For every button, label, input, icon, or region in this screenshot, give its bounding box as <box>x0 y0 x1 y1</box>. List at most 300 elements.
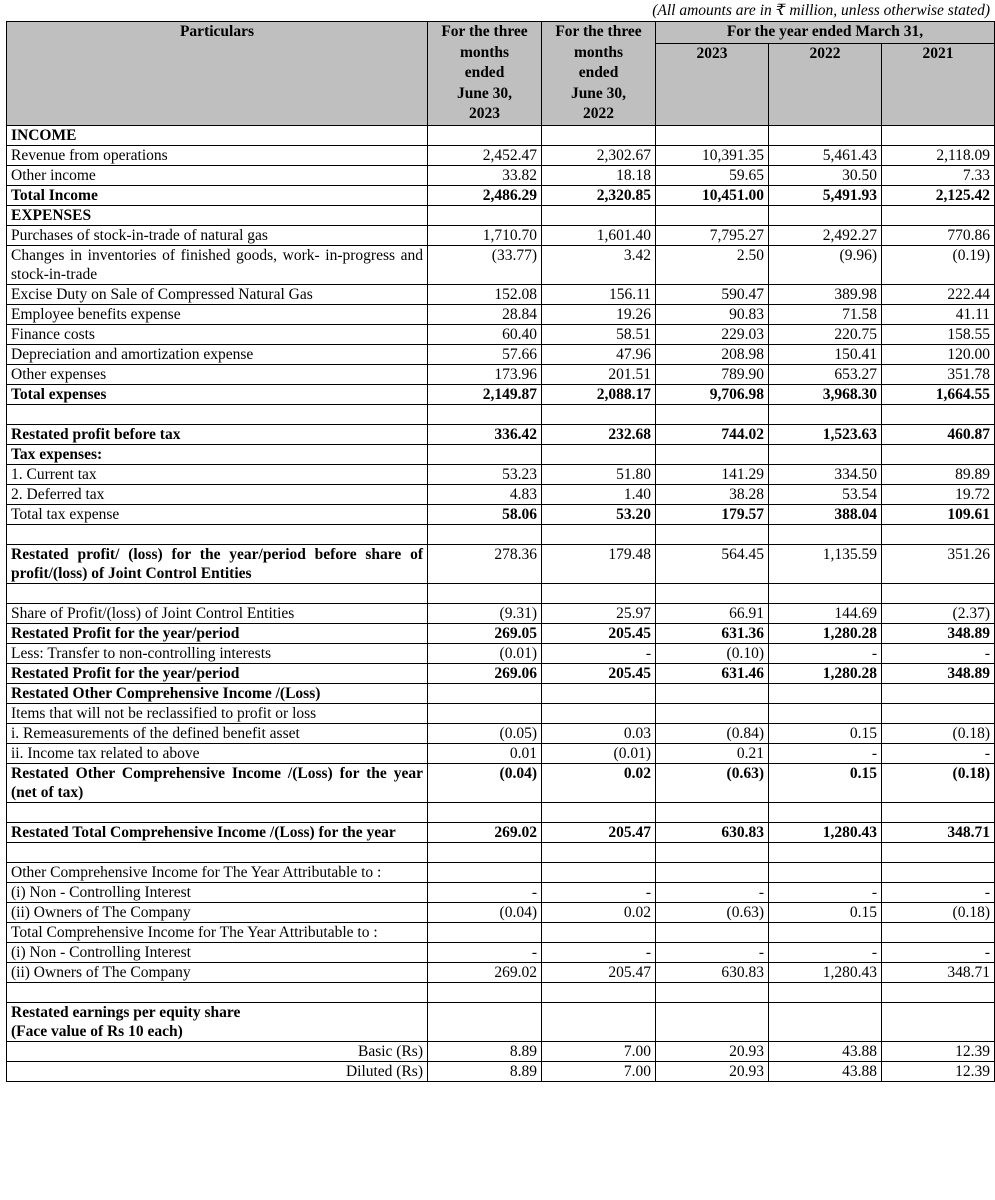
row-value: 2.50 <box>656 245 769 284</box>
row-value: 158.55 <box>882 324 995 344</box>
row-value <box>882 444 995 464</box>
row-value: 631.36 <box>656 623 769 643</box>
row-value <box>769 205 882 225</box>
table-row <box>7 1002 995 1041</box>
row-value: (0.01) <box>428 643 542 663</box>
row-value: 12.39 <box>882 1041 995 1061</box>
row-value: 205.45 <box>542 623 656 643</box>
row-value: 60.40 <box>428 324 542 344</box>
row-label: Restated Total Comprehensive Income /(Loss) for the year <box>7 822 428 842</box>
row-label: 2. Deferred tax <box>7 484 428 504</box>
row-value <box>769 703 882 723</box>
row-value: 1,664.55 <box>882 384 995 404</box>
header-q-2023-l3: ended <box>464 64 505 81</box>
row-value: 53.54 <box>769 484 882 504</box>
row-label: Other income <box>7 165 428 185</box>
row-value <box>769 862 882 882</box>
row-label: Basic (Rs) <box>7 1041 428 1061</box>
row-value: 1.40 <box>542 484 656 504</box>
row-label: Total expenses <box>7 384 428 404</box>
row-value: 19.72 <box>882 484 995 504</box>
row-value: 0.01 <box>428 743 542 763</box>
row-value: 0.02 <box>542 763 656 802</box>
row-label: Other expenses <box>7 364 428 384</box>
row-value <box>656 922 769 942</box>
row-label: Tax expenses: <box>7 444 428 464</box>
row-value <box>882 205 995 225</box>
table-row <box>7 1061 995 1081</box>
table-row <box>7 603 995 623</box>
row-value: 41.11 <box>882 304 995 324</box>
row-value <box>656 205 769 225</box>
row-value: 1,601.40 <box>542 225 656 245</box>
row-value: 53.23 <box>428 464 542 484</box>
row-value: 57.66 <box>428 344 542 364</box>
row-value: - <box>882 643 995 663</box>
row-value: 631.46 <box>656 663 769 683</box>
row-value: 348.89 <box>882 623 995 643</box>
row-label: Excise Duty on Sale of Compressed Natural Gas <box>7 284 428 304</box>
row-value: 278.36 <box>428 544 542 583</box>
header-year-2023: 2023 <box>656 43 769 125</box>
row-value: 0.03 <box>542 723 656 743</box>
row-value: 18.18 <box>542 165 656 185</box>
blank-cell <box>542 583 656 603</box>
row-value: (33.77) <box>428 245 542 284</box>
row-value: 1,523.63 <box>769 424 882 444</box>
table-row <box>7 145 995 165</box>
table-row <box>7 743 995 763</box>
header-q-2022-l2: months <box>573 43 624 61</box>
row-value <box>882 1002 995 1041</box>
row-value: 120.00 <box>882 344 995 364</box>
blank-cell <box>769 524 882 544</box>
row-value: 89.89 <box>882 464 995 484</box>
row-value: 71.58 <box>769 304 882 324</box>
row-value: 2,452.47 <box>428 145 542 165</box>
row-value: (0.18) <box>882 902 995 922</box>
row-value: - <box>656 942 769 962</box>
row-label: i. Remeasurements of the defined benefit asset <box>7 723 428 743</box>
row-value: 179.48 <box>542 544 656 583</box>
row-label: Less: Transfer to non-controlling interests <box>7 643 428 663</box>
header-year-2021: 2021 <box>882 43 995 125</box>
row-value: 460.87 <box>882 424 995 444</box>
blank-cell <box>769 583 882 603</box>
row-value: 9,706.98 <box>656 384 769 404</box>
blank-cell <box>428 982 542 1002</box>
header-q-2023 <box>428 22 542 126</box>
row-value <box>428 205 542 225</box>
row-value: - <box>882 942 995 962</box>
row-value: 205.47 <box>542 822 656 842</box>
table-row <box>7 763 995 802</box>
row-label: Restated Other Comprehensive Income /(Loss) for the year (net of tax) <box>7 763 428 802</box>
blank-row <box>7 842 995 862</box>
row-value: 229.03 <box>656 324 769 344</box>
row-value: 0.15 <box>769 723 882 743</box>
row-value: 8.89 <box>428 1061 542 1081</box>
blank-cell <box>7 842 428 862</box>
table-row <box>7 1041 995 1061</box>
row-value: 590.47 <box>656 284 769 304</box>
table-row <box>7 902 995 922</box>
row-value: 269.02 <box>428 822 542 842</box>
row-value: 208.98 <box>656 344 769 364</box>
blank-cell <box>7 583 428 603</box>
blank-cell <box>542 842 656 862</box>
row-value: 269.02 <box>428 962 542 982</box>
row-value: 2,149.87 <box>428 384 542 404</box>
blank-cell <box>656 982 769 1002</box>
row-label: ii. Income tax related to above <box>7 743 428 763</box>
row-label: Total Income <box>7 185 428 205</box>
table-row <box>7 245 995 284</box>
header-year-group: For the year ended March 31, <box>656 22 995 44</box>
restated-profit-loss-table <box>6 21 995 1082</box>
row-value <box>882 125 995 145</box>
row-value: 348.71 <box>882 822 995 842</box>
row-value: 770.86 <box>882 225 995 245</box>
row-value: 58.06 <box>428 504 542 524</box>
row-value: 144.69 <box>769 603 882 623</box>
row-value: 205.45 <box>542 663 656 683</box>
row-value: 0.15 <box>769 902 882 922</box>
table-row <box>7 165 995 185</box>
row-value: 5,461.43 <box>769 145 882 165</box>
blank-cell <box>542 404 656 424</box>
row-label: Restated Profit for the year/period <box>7 623 428 643</box>
row-value: 109.61 <box>882 504 995 524</box>
blank-cell <box>769 802 882 822</box>
row-value: (0.04) <box>428 763 542 802</box>
row-value <box>428 862 542 882</box>
row-label <box>7 1002 428 1041</box>
row-value: 7.00 <box>542 1061 656 1081</box>
row-value <box>656 862 769 882</box>
row-value: 43.88 <box>769 1041 882 1061</box>
row-value: 53.20 <box>542 504 656 524</box>
amounts-note: (All amounts are in ₹ million, unless otherwise stated) <box>652 2 990 19</box>
row-label: Diluted (Rs) <box>7 1061 428 1081</box>
row-value: 43.88 <box>769 1061 882 1081</box>
row-value <box>542 862 656 882</box>
header-particulars: Particulars <box>7 22 428 126</box>
row-value: 348.71 <box>882 962 995 982</box>
blank-cell <box>769 842 882 862</box>
row-value <box>656 703 769 723</box>
table-row <box>7 125 995 145</box>
row-value: (0.63) <box>656 902 769 922</box>
row-value: - <box>656 882 769 902</box>
table-row <box>7 544 995 583</box>
blank-cell <box>428 842 542 862</box>
row-value: 630.83 <box>656 822 769 842</box>
row-value: (0.84) <box>656 723 769 743</box>
row-value: 10,451.00 <box>656 185 769 205</box>
blank-cell <box>882 404 995 424</box>
header-q-2022-l5: 2022 <box>583 105 614 122</box>
row-value: 2,118.09 <box>882 145 995 165</box>
row-value: (9.31) <box>428 603 542 623</box>
row-value: 20.93 <box>656 1061 769 1081</box>
blank-cell <box>656 404 769 424</box>
blank-cell <box>7 524 428 544</box>
row-label: Restated Other Comprehensive Income /(Loss) <box>7 683 428 703</box>
row-value: 2,088.17 <box>542 384 656 404</box>
row-value: 351.78 <box>882 364 995 384</box>
table-row <box>7 822 995 842</box>
blank-row <box>7 583 995 603</box>
row-label: Total Comprehensive Income for The Year Attributable to : <box>7 922 428 942</box>
table-row <box>7 364 995 384</box>
row-value: 150.41 <box>769 344 882 364</box>
row-value <box>542 703 656 723</box>
row-value <box>542 205 656 225</box>
header-q-2023-l5: 2023 <box>469 105 500 122</box>
row-value: 653.27 <box>769 364 882 384</box>
row-value: 5,491.93 <box>769 185 882 205</box>
blank-cell <box>7 982 428 1002</box>
blank-cell <box>882 524 995 544</box>
row-value: 28.84 <box>428 304 542 324</box>
row-value: 201.51 <box>542 364 656 384</box>
blank-row <box>7 524 995 544</box>
row-value: 19.26 <box>542 304 656 324</box>
header-q-2022-l3: ended <box>578 64 619 81</box>
eps-heading-line2: (Face value of Rs 10 each) <box>11 1022 183 1040</box>
table-row <box>7 623 995 643</box>
blank-row <box>7 982 995 1002</box>
row-value: 334.50 <box>769 464 882 484</box>
header-q-2023-l1: For the three <box>441 23 528 40</box>
row-label: Changes in inventories of finished goods, work- in-progress and stock-in-trade <box>7 245 428 284</box>
row-value: 630.83 <box>656 962 769 982</box>
row-value: - <box>769 743 882 763</box>
row-value: - <box>542 942 656 962</box>
row-value: 348.89 <box>882 663 995 683</box>
row-value: 33.82 <box>428 165 542 185</box>
row-value: 152.08 <box>428 284 542 304</box>
table-row <box>7 663 995 683</box>
row-value: 269.06 <box>428 663 542 683</box>
blank-cell <box>542 524 656 544</box>
row-value <box>769 922 882 942</box>
row-value: - <box>769 942 882 962</box>
blank-cell <box>656 583 769 603</box>
row-value: (9.96) <box>769 245 882 284</box>
row-label: Total tax expense <box>7 504 428 524</box>
row-value <box>882 862 995 882</box>
row-value <box>882 922 995 942</box>
row-label: Purchases of stock-in-trade of natural gas <box>7 225 428 245</box>
row-label: Employee benefits expense <box>7 304 428 324</box>
table-row <box>7 424 995 444</box>
table-row <box>7 304 995 324</box>
table-row <box>7 504 995 524</box>
table-row <box>7 484 995 504</box>
row-value <box>882 683 995 703</box>
row-label: (i) Non - Controlling Interest <box>7 882 428 902</box>
row-value: 0.21 <box>656 743 769 763</box>
header-q-2022-l4: June 30, <box>570 84 627 102</box>
table-row <box>7 464 995 484</box>
row-label: Other Comprehensive Income for The Year Attributable to : <box>7 862 428 882</box>
row-value: 4.83 <box>428 484 542 504</box>
row-value: 205.47 <box>542 962 656 982</box>
row-value: 1,280.28 <box>769 663 882 683</box>
row-value <box>428 922 542 942</box>
row-value: - <box>882 743 995 763</box>
row-value <box>542 922 656 942</box>
row-label: Restated Profit for the year/period <box>7 663 428 683</box>
row-value: - <box>428 942 542 962</box>
blank-cell <box>7 802 428 822</box>
row-value: - <box>542 882 656 902</box>
blank-cell <box>656 802 769 822</box>
row-label: Items that will not be reclassified to profit or loss <box>7 703 428 723</box>
row-value: 3.42 <box>542 245 656 284</box>
row-value: 2,492.27 <box>769 225 882 245</box>
table-row <box>7 942 995 962</box>
row-label: (ii) Owners of The Company <box>7 902 428 922</box>
row-value: (0.18) <box>882 763 995 802</box>
blank-cell <box>542 982 656 1002</box>
table-row <box>7 723 995 743</box>
row-value: 12.39 <box>882 1061 995 1081</box>
table-row <box>7 862 995 882</box>
row-value <box>542 1002 656 1041</box>
row-value <box>656 1002 769 1041</box>
header-q-2023-l2: months <box>459 43 510 61</box>
row-value <box>428 125 542 145</box>
row-value <box>656 683 769 703</box>
row-value: 232.68 <box>542 424 656 444</box>
row-value: 3,968.30 <box>769 384 882 404</box>
row-value: (0.10) <box>656 643 769 663</box>
row-label: INCOME <box>7 125 428 145</box>
row-value: (0.19) <box>882 245 995 284</box>
row-value: 564.45 <box>656 544 769 583</box>
row-value <box>656 125 769 145</box>
table-row <box>7 185 995 205</box>
row-value: 59.65 <box>656 165 769 185</box>
row-value: 1,280.43 <box>769 962 882 982</box>
row-value <box>542 683 656 703</box>
row-value <box>769 1002 882 1041</box>
blank-cell <box>882 842 995 862</box>
row-value: 20.93 <box>656 1041 769 1061</box>
blank-cell <box>882 982 995 1002</box>
row-value: 141.29 <box>656 464 769 484</box>
blank-cell <box>882 583 995 603</box>
table-row <box>7 643 995 663</box>
row-value: 1,280.28 <box>769 623 882 643</box>
row-value: 2,302.67 <box>542 145 656 165</box>
blank-row <box>7 404 995 424</box>
row-value: 336.42 <box>428 424 542 444</box>
row-value: (0.18) <box>882 723 995 743</box>
row-label: Revenue from operations <box>7 145 428 165</box>
row-value: - <box>882 882 995 902</box>
row-value <box>428 703 542 723</box>
blank-cell <box>428 524 542 544</box>
row-value: 179.57 <box>656 504 769 524</box>
blank-cell <box>428 404 542 424</box>
blank-row <box>7 802 995 822</box>
blank-cell <box>769 404 882 424</box>
row-value <box>542 444 656 464</box>
row-value: 789.90 <box>656 364 769 384</box>
row-value: 220.75 <box>769 324 882 344</box>
blank-cell <box>656 842 769 862</box>
table-row <box>7 962 995 982</box>
table-row <box>7 882 995 902</box>
table-row <box>7 384 995 404</box>
row-value: (2.37) <box>882 603 995 623</box>
blank-cell <box>769 982 882 1002</box>
row-value <box>656 444 769 464</box>
row-value <box>542 125 656 145</box>
row-value: (0.04) <box>428 902 542 922</box>
row-value: - <box>542 643 656 663</box>
row-value: 0.02 <box>542 902 656 922</box>
row-value: 66.91 <box>656 603 769 623</box>
table-row <box>7 225 995 245</box>
blank-cell <box>428 583 542 603</box>
row-value: 25.97 <box>542 603 656 623</box>
row-value: 90.83 <box>656 304 769 324</box>
table-row <box>7 284 995 304</box>
row-value: 58.51 <box>542 324 656 344</box>
row-value <box>882 703 995 723</box>
row-value: 1,280.43 <box>769 822 882 842</box>
row-label: EXPENSES <box>7 205 428 225</box>
row-value: - <box>769 643 882 663</box>
header-q-2022 <box>542 22 656 126</box>
row-value: 156.11 <box>542 284 656 304</box>
header-q-2023-l4: June 30, <box>456 84 513 102</box>
row-value: 351.26 <box>882 544 995 583</box>
row-value: 222.44 <box>882 284 995 304</box>
table-row <box>7 683 995 703</box>
row-value: 744.02 <box>656 424 769 444</box>
blank-cell <box>7 404 428 424</box>
row-value: 388.04 <box>769 504 882 524</box>
row-value: 1,135.59 <box>769 544 882 583</box>
row-value <box>428 444 542 464</box>
row-value: 30.50 <box>769 165 882 185</box>
row-value: 47.96 <box>542 344 656 364</box>
blank-cell <box>428 802 542 822</box>
row-value: (0.05) <box>428 723 542 743</box>
header-year-2022: 2022 <box>769 43 882 125</box>
row-value: 2,125.42 <box>882 185 995 205</box>
row-value: 10,391.35 <box>656 145 769 165</box>
row-label: (ii) Owners of The Company <box>7 962 428 982</box>
row-value <box>428 1002 542 1041</box>
row-value <box>769 444 882 464</box>
row-value: 2,320.85 <box>542 185 656 205</box>
row-value: 8.89 <box>428 1041 542 1061</box>
header-q-2022-l1: For the three <box>555 23 642 40</box>
row-value: 38.28 <box>656 484 769 504</box>
row-label: Depreciation and amortization expense <box>7 344 428 364</box>
row-value: 1,710.70 <box>428 225 542 245</box>
table-row <box>7 922 995 942</box>
row-value: 2,486.29 <box>428 185 542 205</box>
row-value: 7,795.27 <box>656 225 769 245</box>
